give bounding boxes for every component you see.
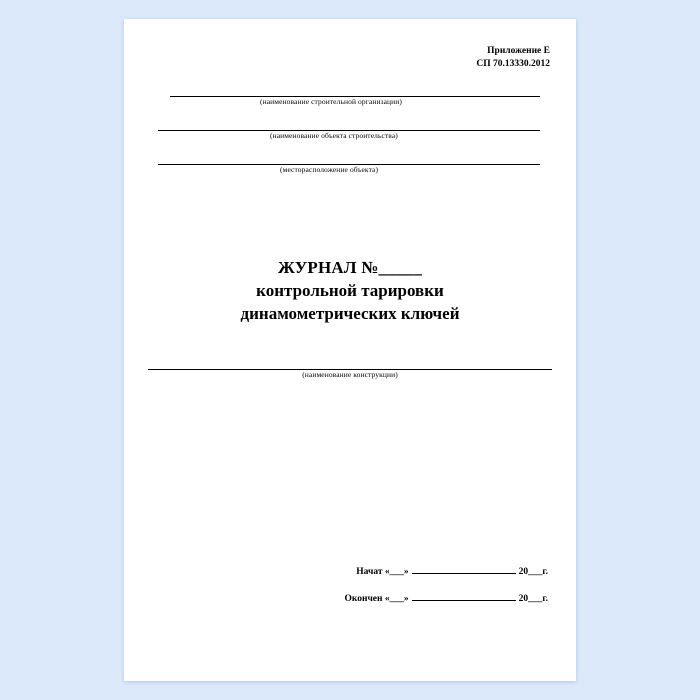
location-field: [152, 153, 548, 174]
start-date-blank[interactable]: [412, 564, 516, 574]
document-sheet: [124, 19, 576, 681]
start-date-label: Начат «___»: [356, 567, 409, 577]
end-date-year: 20___г.: [518, 594, 548, 604]
title-line-1: ЖУРНАЛ №_____: [277, 258, 423, 277]
standard-label: СП 70.13330.2012: [476, 58, 550, 69]
start-date-year: 20___г.: [518, 567, 548, 577]
end-date-row: [288, 591, 548, 604]
location-blank-line[interactable]: [158, 153, 540, 165]
end-date-label: Окончен «___»: [344, 594, 409, 604]
page-title: [124, 257, 576, 326]
title-line-2: контрольной тарировки: [256, 280, 444, 300]
organization-blank-line[interactable]: [170, 85, 540, 97]
construction-blank-line[interactable]: [148, 359, 552, 370]
end-date-blank[interactable]: [412, 591, 516, 601]
object-field: [152, 119, 548, 140]
start-date-row: [288, 564, 548, 577]
location-caption: (месторасположение объекта): [280, 165, 379, 174]
object-blank-line[interactable]: [158, 119, 540, 131]
organization-caption: (наименование строительной организации): [260, 97, 402, 106]
object-caption: (наименование объекта строительства): [270, 131, 398, 140]
appendix-label: Приложение Е: [487, 46, 550, 56]
title-line-3: динамометрических ключей: [240, 303, 460, 323]
construction-caption: (наименование конструкции): [302, 370, 398, 379]
dates-block: [288, 564, 548, 618]
construction-field: [148, 359, 552, 379]
document-header: [476, 45, 550, 71]
organization-field: [152, 85, 548, 106]
